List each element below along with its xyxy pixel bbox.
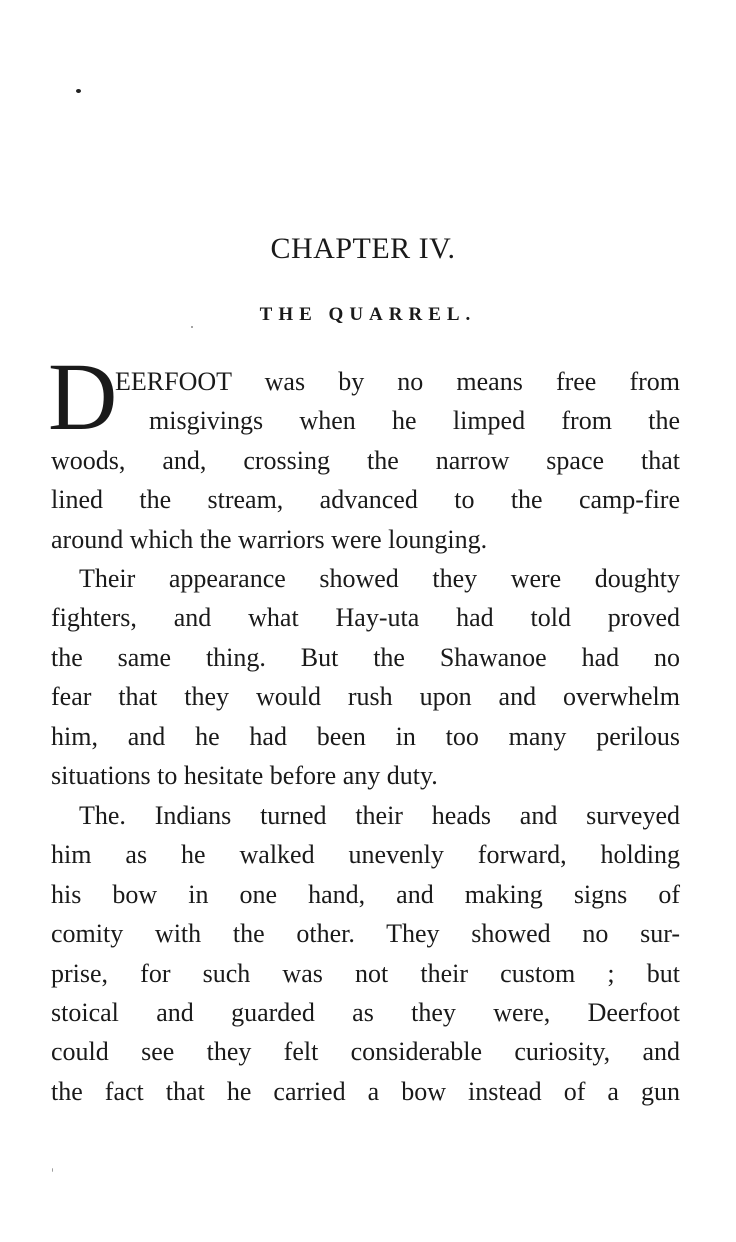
text-line: him, and he had been in too many perilous [51, 721, 680, 751]
text-line: fighters, and what Hay-uta had told proved [51, 603, 680, 633]
drop-cap: D [48, 343, 118, 450]
text-line: the fact that he carried a bow instead of a gun [51, 1076, 680, 1106]
text-line: The. Indians turned their heads and surveyed [79, 801, 680, 830]
text-line: could see they felt considerable curiosity, and [51, 1037, 680, 1067]
text-line: prise, for such was not their custom ; but [51, 958, 680, 988]
ink-speck [52, 1168, 53, 1172]
text-line: around which the warriors were lounging. [51, 524, 488, 554]
text-line: lined the stream, advanced to the camp-fire [51, 485, 680, 515]
text-line: misgivings when he limped from the [149, 406, 680, 436]
chapter-title: CHAPTER IV. [270, 232, 456, 265]
text-line: EERFOOT was by no means free from [115, 367, 680, 396]
text-line: his bow in one hand, and making signs of [51, 879, 680, 909]
ink-speck [76, 89, 81, 93]
text-line: comity with the other. They showed no sur- [51, 919, 680, 949]
paragraph-3 [51, 796, 680, 1111]
paragraph-1 [51, 362, 680, 559]
text-line: him as he walked unevenly forward, holding [51, 840, 680, 870]
paragraph-2 [51, 559, 680, 795]
text-line: stoical and guarded as they were, Deerfoot [51, 997, 680, 1027]
text-line: the same thing. But the Shawanoe had no [51, 642, 680, 672]
text-line: Their appearance showed they were doughty [79, 564, 680, 593]
text-line: woods, and, crossing the narrow space that [51, 445, 680, 475]
chapter-subtitle: THE QUARREL. [259, 304, 477, 325]
text-line: situations to hesitate before any duty. [51, 760, 438, 790]
ink-speck [191, 326, 193, 328]
text-line: fear that they would rush upon and overwhelm [51, 682, 680, 712]
